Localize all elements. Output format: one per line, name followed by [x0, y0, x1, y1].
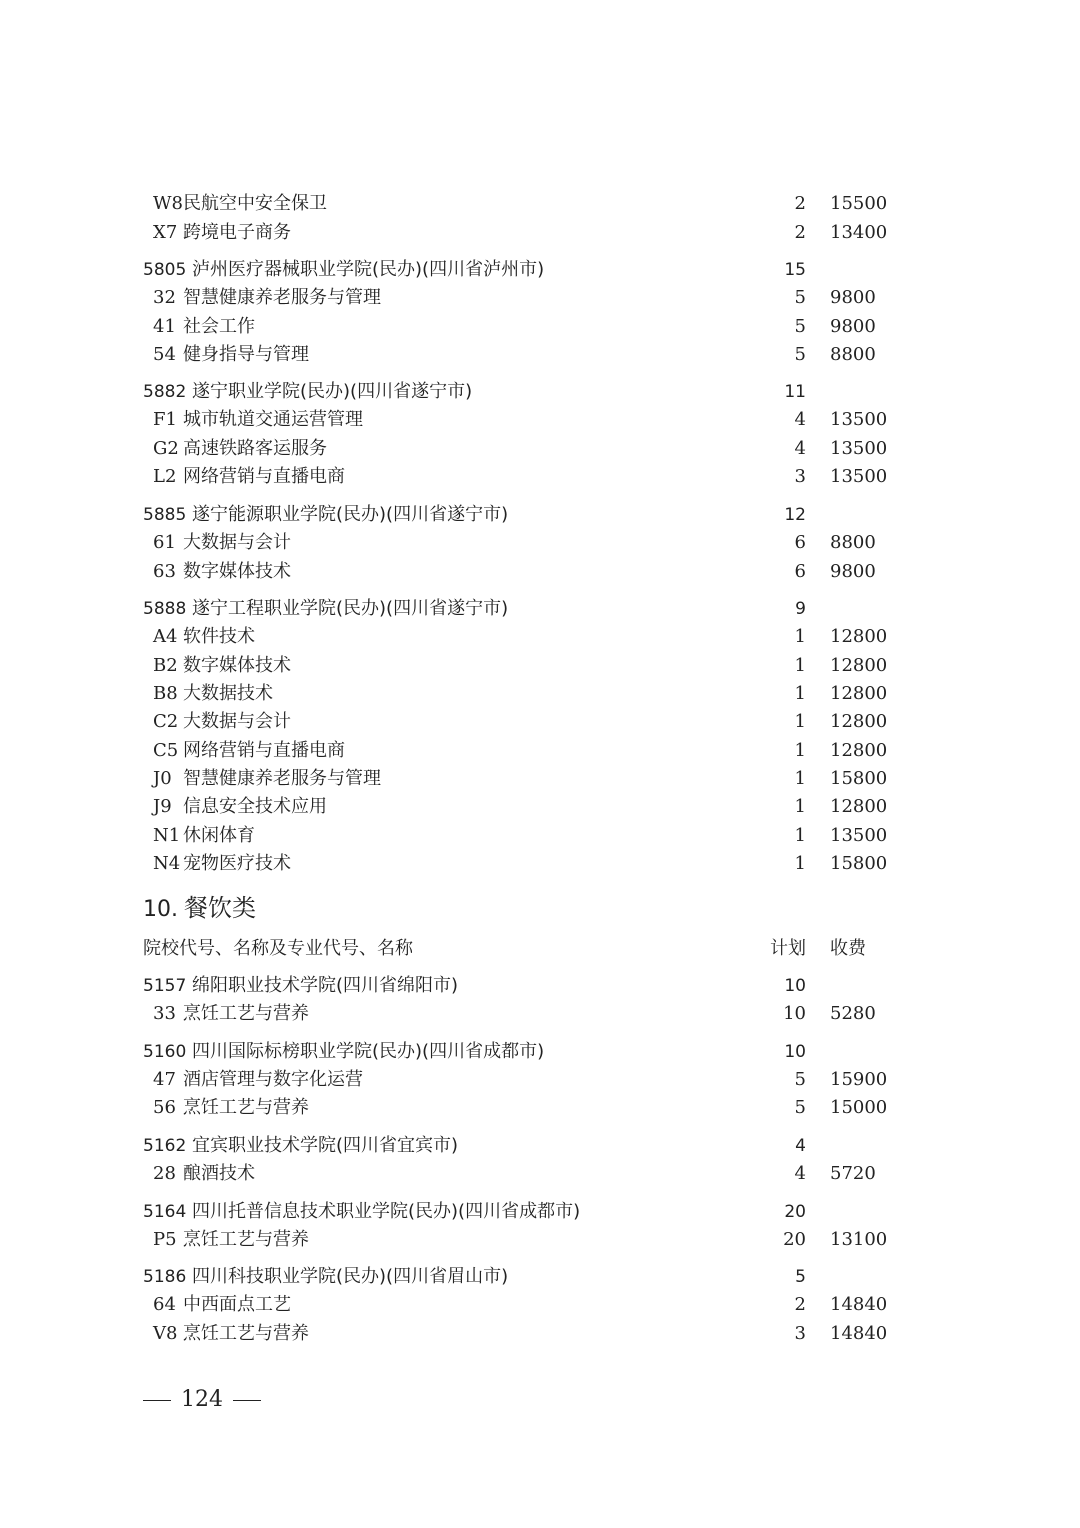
major-fee: 13500 — [830, 409, 888, 430]
major-code: 28 — [153, 1163, 176, 1184]
major-fee: 13500 — [830, 825, 888, 846]
table-header — [0, 935, 1080, 963]
major-code: G2 — [153, 438, 179, 459]
school-name: 绵阳职业技术学院(四川省绵阳市) — [192, 975, 459, 996]
major-plan: 4 — [794, 409, 806, 430]
major-code: 47 — [153, 1069, 176, 1090]
major-code: W8 — [153, 193, 183, 214]
major-name: 烹饪工艺与营养 — [183, 1323, 309, 1344]
major-plan: 1 — [794, 796, 806, 817]
major-row — [0, 850, 1080, 878]
major-row — [0, 341, 1080, 369]
major-plan: 10 — [783, 1003, 806, 1024]
major-fee: 8800 — [830, 532, 876, 553]
major-row — [0, 1320, 1080, 1348]
school-code: 5162 — [143, 1136, 187, 1156]
major-name: 软件技术 — [183, 626, 255, 647]
school-row — [0, 1132, 1080, 1160]
major-code: B2 — [153, 655, 178, 676]
major-code: 56 — [153, 1097, 176, 1118]
major-plan: 5 — [794, 316, 806, 337]
major-row — [0, 1291, 1080, 1319]
category-number: 10. — [143, 897, 178, 922]
major-code: B8 — [153, 683, 178, 704]
major-row — [0, 190, 1080, 218]
footer-dash-left — [143, 1400, 171, 1401]
major-fee: 5280 — [830, 1003, 876, 1024]
major-code: V8 — [153, 1323, 178, 1344]
major-fee: 12800 — [830, 796, 888, 817]
major-row — [0, 1094, 1080, 1122]
major-name: 酒店管理与数字化运营 — [183, 1069, 363, 1090]
school-code: 5888 — [143, 599, 187, 619]
major-name: 健身指导与管理 — [183, 344, 309, 365]
major-code: N1 — [153, 825, 181, 846]
major-name: 烹饪工艺与营养 — [183, 1229, 309, 1250]
major-fee: 13400 — [830, 222, 888, 243]
major-code: A4 — [153, 626, 178, 647]
major-fee: 12800 — [830, 626, 888, 647]
major-code: J0 — [153, 768, 172, 789]
major-code: X7 — [153, 222, 178, 243]
major-name: 数字媒体技术 — [183, 561, 291, 582]
major-row — [0, 435, 1080, 463]
major-fee: 12800 — [830, 655, 888, 676]
major-plan: 1 — [794, 768, 806, 789]
page-footer — [143, 1384, 261, 1416]
school-name: 泸州医疗器械职业学院(民办)(四川省泸州市) — [192, 259, 545, 280]
major-code: J9 — [153, 796, 172, 817]
major-code: F1 — [153, 409, 177, 430]
major-row — [0, 558, 1080, 586]
major-row — [0, 529, 1080, 557]
major-fee: 13500 — [830, 466, 888, 487]
major-fee: 15800 — [830, 853, 888, 874]
school-row — [0, 595, 1080, 623]
major-code: 61 — [153, 532, 176, 553]
major-name: 信息安全技术应用 — [183, 796, 327, 817]
school-plan: 15 — [784, 260, 806, 280]
major-plan: 5 — [794, 1097, 806, 1118]
major-plan: 2 — [794, 222, 806, 243]
major-fee: 15500 — [830, 193, 888, 214]
major-row — [0, 406, 1080, 434]
major-row — [0, 463, 1080, 491]
school-name: 宜宾职业技术学院(四川省宜宾市) — [192, 1135, 459, 1156]
major-name: 酿酒技术 — [183, 1163, 255, 1184]
major-plan: 6 — [794, 532, 806, 553]
major-fee: 13500 — [830, 438, 888, 459]
major-plan: 2 — [794, 193, 806, 214]
major-row — [0, 822, 1080, 850]
major-plan: 4 — [794, 1163, 806, 1184]
school-plan: 5 — [795, 1267, 806, 1287]
school-code: 5160 — [143, 1042, 187, 1062]
school-plan: 4 — [795, 1136, 806, 1156]
major-name: 烹饪工艺与营养 — [183, 1097, 309, 1118]
school-plan: 10 — [784, 1042, 806, 1062]
major-row — [0, 1066, 1080, 1094]
page-number: 124 — [181, 1387, 223, 1412]
major-plan: 1 — [794, 825, 806, 846]
school-name: 四川托普信息技术职业学院(民办)(四川省成都市) — [192, 1201, 581, 1222]
major-plan: 6 — [794, 561, 806, 582]
major-plan: 1 — [794, 626, 806, 647]
major-name: 大数据与会计 — [183, 532, 291, 553]
major-code: 41 — [153, 316, 176, 337]
major-code: 63 — [153, 561, 176, 582]
major-fee: 14840 — [830, 1323, 888, 1344]
major-fee: 13100 — [830, 1229, 888, 1250]
major-name: 城市轨道交通运营管理 — [183, 409, 363, 430]
school-code: 5186 — [143, 1267, 187, 1287]
major-row — [0, 680, 1080, 708]
major-code: C2 — [153, 711, 179, 732]
header-plan: 计划 — [770, 938, 806, 959]
major-row — [0, 737, 1080, 765]
major-code: N4 — [153, 853, 181, 874]
major-plan: 1 — [794, 683, 806, 704]
school-plan: 12 — [784, 505, 806, 525]
school-row — [0, 1263, 1080, 1291]
school-plan: 11 — [784, 382, 806, 402]
major-plan: 3 — [794, 466, 806, 487]
major-name: 网络营销与直播电商 — [183, 740, 345, 761]
major-plan: 2 — [794, 1294, 806, 1315]
major-row — [0, 1000, 1080, 1028]
major-fee: 12800 — [830, 683, 888, 704]
school-plan: 9 — [795, 599, 806, 619]
major-plan: 1 — [794, 655, 806, 676]
school-plan: 20 — [784, 1202, 806, 1222]
major-name: 宠物医疗技术 — [183, 853, 291, 874]
major-fee: 8800 — [830, 344, 876, 365]
major-fee: 5720 — [830, 1163, 876, 1184]
major-row — [0, 793, 1080, 821]
major-fee: 9800 — [830, 316, 876, 337]
major-plan: 1 — [794, 853, 806, 874]
major-plan: 5 — [794, 287, 806, 308]
header-fee: 收费 — [830, 938, 866, 959]
major-fee: 15900 — [830, 1069, 888, 1090]
major-code: 54 — [153, 344, 176, 365]
major-name: 跨境电子商务 — [183, 222, 291, 243]
school-name: 四川国际标榜职业学院(民办)(四川省成都市) — [192, 1041, 545, 1062]
school-row — [0, 378, 1080, 406]
major-plan: 5 — [794, 344, 806, 365]
school-code: 5157 — [143, 976, 187, 996]
major-fee: 14840 — [830, 1294, 888, 1315]
major-name: 智慧健康养老服务与管理 — [183, 287, 381, 308]
major-name: 高速铁路客运服务 — [183, 438, 327, 459]
school-row — [0, 501, 1080, 529]
major-name: 民航空中安全保卫 — [183, 193, 327, 214]
major-name: 中西面点工艺 — [183, 1294, 291, 1315]
major-fee: 15800 — [830, 768, 888, 789]
major-name: 休闲体育 — [183, 825, 255, 846]
major-plan: 5 — [794, 1069, 806, 1090]
major-fee: 9800 — [830, 287, 876, 308]
major-row — [0, 652, 1080, 680]
school-name: 遂宁职业学院(民办)(四川省遂宁市) — [192, 381, 473, 402]
major-name: 大数据与会计 — [183, 711, 291, 732]
major-name: 社会工作 — [183, 316, 255, 337]
major-name: 数字媒体技术 — [183, 655, 291, 676]
school-name: 四川科技职业学院(民办)(四川省眉山市) — [192, 1266, 509, 1287]
major-code: 64 — [153, 1294, 176, 1315]
major-row — [0, 1160, 1080, 1188]
school-code: 5164 — [143, 1202, 187, 1222]
major-fee: 15000 — [830, 1097, 888, 1118]
footer-dash-right — [233, 1400, 261, 1401]
major-row — [0, 284, 1080, 312]
major-code: L2 — [153, 466, 177, 487]
major-code: C5 — [153, 740, 179, 761]
major-name: 网络营销与直播电商 — [183, 466, 345, 487]
major-row — [0, 623, 1080, 651]
school-code: 5885 — [143, 505, 187, 525]
school-name: 遂宁能源职业学院(民办)(四川省遂宁市) — [192, 504, 509, 525]
major-row — [0, 765, 1080, 793]
major-row — [0, 313, 1080, 341]
major-row — [0, 219, 1080, 247]
school-code: 5882 — [143, 382, 187, 402]
major-code: P5 — [153, 1229, 177, 1250]
major-plan: 1 — [794, 711, 806, 732]
major-code: 33 — [153, 1003, 176, 1024]
school-row — [0, 972, 1080, 1000]
major-code: 32 — [153, 287, 176, 308]
school-plan: 10 — [784, 976, 806, 996]
major-name: 智慧健康养老服务与管理 — [183, 768, 381, 789]
major-plan: 3 — [794, 1323, 806, 1344]
school-row — [0, 1198, 1080, 1226]
school-code: 5805 — [143, 260, 187, 280]
header-school-major: 院校代号、名称及专业代号、名称 — [143, 938, 413, 959]
major-fee: 12800 — [830, 740, 888, 761]
major-fee: 9800 — [830, 561, 876, 582]
school-row — [0, 256, 1080, 284]
major-plan: 20 — [783, 1229, 806, 1250]
category-heading — [143, 890, 256, 926]
major-fee: 12800 — [830, 711, 888, 732]
category-title: 餐饮类 — [184, 894, 256, 922]
major-plan: 1 — [794, 740, 806, 761]
major-name: 大数据技术 — [183, 683, 273, 704]
school-name: 遂宁工程职业学院(民办)(四川省遂宁市) — [192, 598, 509, 619]
major-row — [0, 708, 1080, 736]
major-plan: 4 — [794, 438, 806, 459]
major-row — [0, 1226, 1080, 1254]
major-name: 烹饪工艺与营养 — [183, 1003, 309, 1024]
school-row — [0, 1038, 1080, 1066]
